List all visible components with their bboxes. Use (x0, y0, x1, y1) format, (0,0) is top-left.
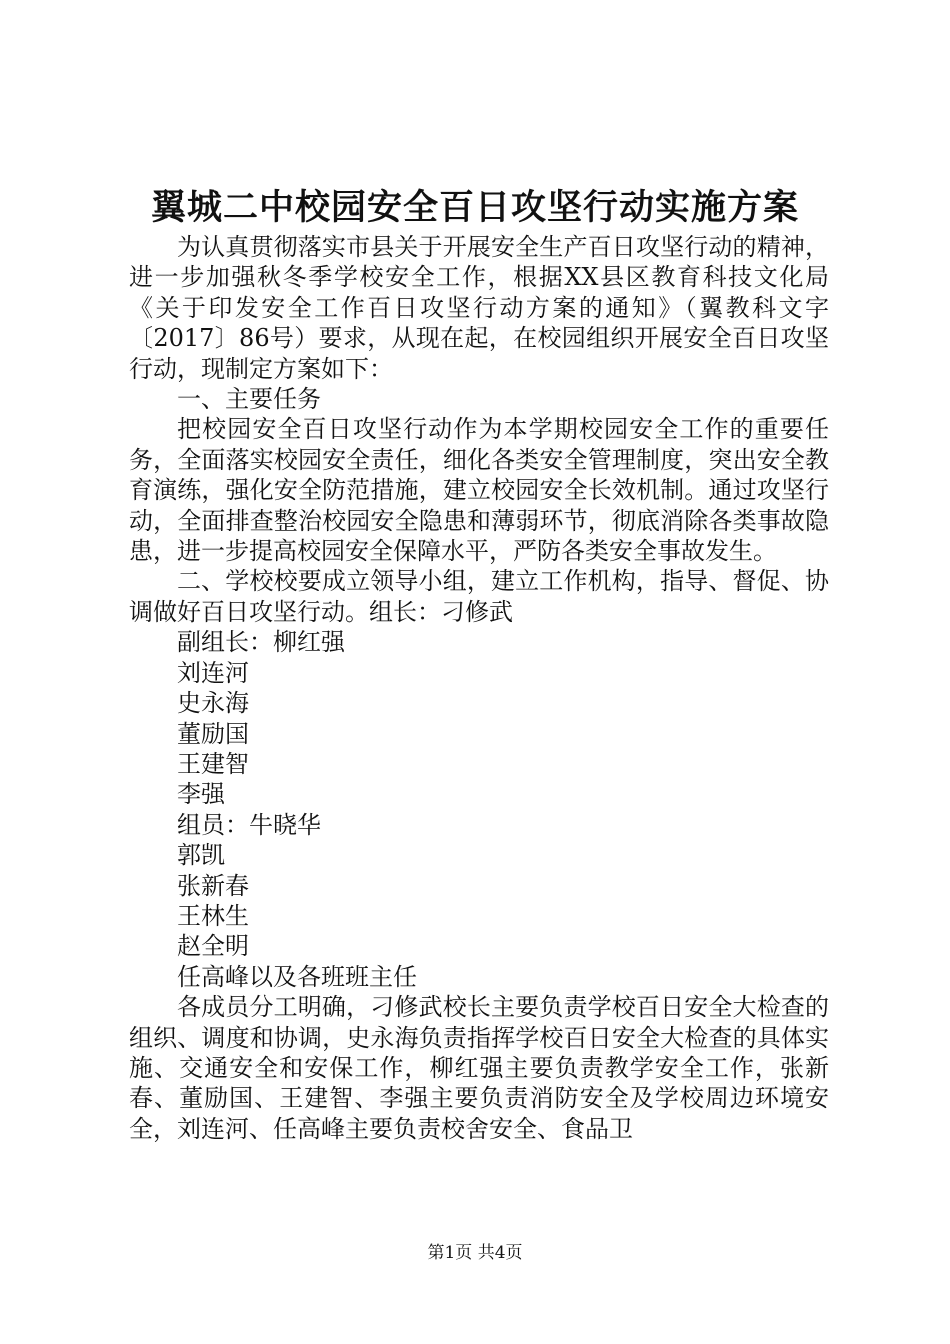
member-list-item: 任高峰以及各班班主任 (177, 962, 417, 991)
member-list-item: 张新春 (177, 871, 249, 900)
document-body (129, 232, 829, 1144)
duties-paragraph: 各成员分工明确，刁修武校长主要负责学校百日安全大检查的组织、调度和协调，史永海负责指挥学校百日安全大检查的具体实施、交通安全和安保工作，柳红强主要负责教学安全工作，张新春、董励国、王建智、李强主要负责消防安全及学校周边环境安全，刘连河、任高峰主要负责校舍安全、食品卫 (129, 993, 829, 1143)
leadership-group-paragraph: 二、学校校要成立领导小组，建立工作机构，指导、督促、协调做好百日攻坚行动。组长：刁修武 (129, 567, 829, 626)
member-list-item: 李强 (177, 780, 225, 809)
member-list-item: 王林生 (177, 901, 249, 930)
member-list-item: 董励国 (177, 719, 249, 748)
member-list-item: 史永海 (177, 689, 249, 718)
intro-paragraph: 为认真贯彻落实市县关于开展安全生产百日攻坚行动的精神，进一步加强秋冬季学校安全工作，根据XX县区教育科技文化局《关于印发安全工作百日攻坚行动方案的通知》（翼教科文字〔2017〕86号）要求，从现在起，在校园组织开展安全百日攻坚行动，现制定方案如下： (129, 233, 829, 383)
member-list-item: 赵全明 (177, 932, 249, 961)
main-tasks-paragraph: 把校园安全百日攻坚行动作为本学期校园安全工作的重要任务，全面落实校园安全责任，细化各类安全管理制度，突出安全教育演练，强化安全防范措施，建立校园安全长效机制。通过攻坚行动，全面排查整治校园安全隐患和薄弱环节，彻底消除各类事故隐患，进一步提高校园安全保障水平，严防各类安全事故发生。 (129, 415, 829, 566)
section-heading-main-tasks: 一、主要任务 (177, 385, 321, 414)
member-list (129, 627, 829, 992)
document-title: 翼城二中校园安全百日攻坚行动实施方案 (150, 187, 799, 228)
member-list-item: 王建智 (177, 749, 249, 778)
member-list-item: 郭凯 (177, 841, 225, 870)
page-number-footer: 第1页 共4页 (427, 1243, 523, 1263)
member-list-item: 刘连河 (177, 658, 249, 687)
member-list-item: 组员：牛晓华 (177, 810, 321, 839)
member-list-item: 副组长：柳红强 (177, 628, 345, 657)
